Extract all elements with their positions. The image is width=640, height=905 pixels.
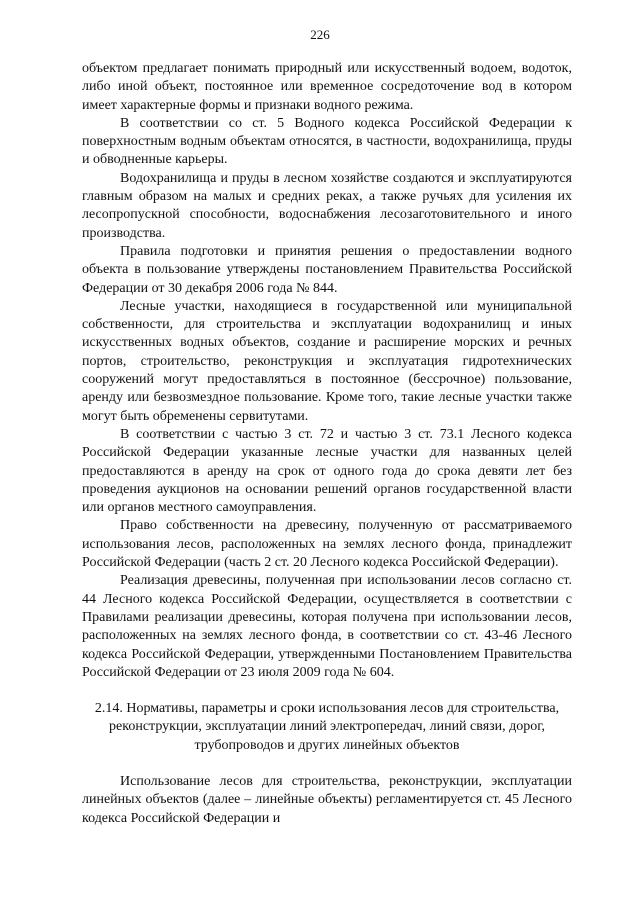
paragraph-forest-plots: Лесные участки, находящиеся в государственной или муниципальной собственности, для строительства и эксплуатации водохранилищ и иных искусственных водных объектов, создание и расширение морских и речных портов, строительство, реконструкция и эксплуатация гидротехнических сооружений могут предоставляться в постоянное (бессрочное) пользование, аренду или безвозмездное пользование. Кроме того, такие лесные участки также могут быть обременены сервитутами. bbox=[82, 298, 572, 424]
paragraph-linear-objects: Использование лесов для строительства, реконструкции, эксплуатации линейных объектов (далее – линейные объекты) регламентируется ст. 45 Лесного кодекса Российской Федерации и bbox=[82, 773, 572, 826]
paragraph-ownership: Право собственности на древесину, полученную от рассматриваемого использования лесов, расположенных на землях лесного фонда, принадлежит Российской Федерации (часть 2 ст. 20 Лесного кодекса Российской Федерации). bbox=[82, 518, 572, 571]
document-body bbox=[82, 60, 572, 828]
page-number: 226 bbox=[310, 27, 330, 42]
paragraph-lease: В соответствии с частью 3 ст. 72 и частью 3 ст. 73.1 Лесного кодекса Российской Федерации указанные лесные участки для названных целей предоставляются в аренду на срок от одного года до срока девяти лет без проведения аукционов на основании решений органов государственной власти или органов местного самоуправления. bbox=[82, 426, 572, 516]
section-heading: 2.14. Нормативы, параметры и сроки использования лесов для строительства, реконструкции, эксплуатации линий электропередач, линий связи, дорог, трубопроводов и других линейных объектов bbox=[94, 701, 560, 753]
paragraph-water-code: В соответствии со ст. 5 Водного кодекса Российской Федерации к поверхностным водным объектам относятся, в частности, водохранилища, пруды и обводненные карьеры. bbox=[82, 115, 572, 168]
paragraph-reservoirs: Водохранилища и пруды в лесном хозяйстве создаются и эксплуатируются главным образом на малых и средних реках, а также ручьях для усиления их лесопропускной способности, водоснабжения лесозаготовительного и иного производства. bbox=[82, 170, 572, 241]
paragraph-continuation: объектом предлагает понимать природный или искусственный водоем, водоток, либо иной объект, постоянное или временное сосредоточение вод в котором имеет характерные формы и признаки водного режима. bbox=[82, 61, 572, 113]
paragraph-rules: Правила подготовки и принятия решения о предоставлении водного объекта в пользование утверждены постановлением Правительства Российской Федерации от 30 декабря 2006 года № 844. bbox=[82, 243, 572, 296]
paragraph-timber-sale: Реализация древесины, полученная при использовании лесов согласно ст. 44 Лесного кодекса Российской Федерации, осуществляется в соответствии с Правилами реализации древесины, которая получена при использовании лесов, расположенных на землях лесного фонда, в соответствии со ст. 43-46 Лесного кодекса Российской Федерации, утвержденными Постановлением Правительства Российской Федерации от 23 июля 2009 года № 604. bbox=[82, 573, 572, 680]
